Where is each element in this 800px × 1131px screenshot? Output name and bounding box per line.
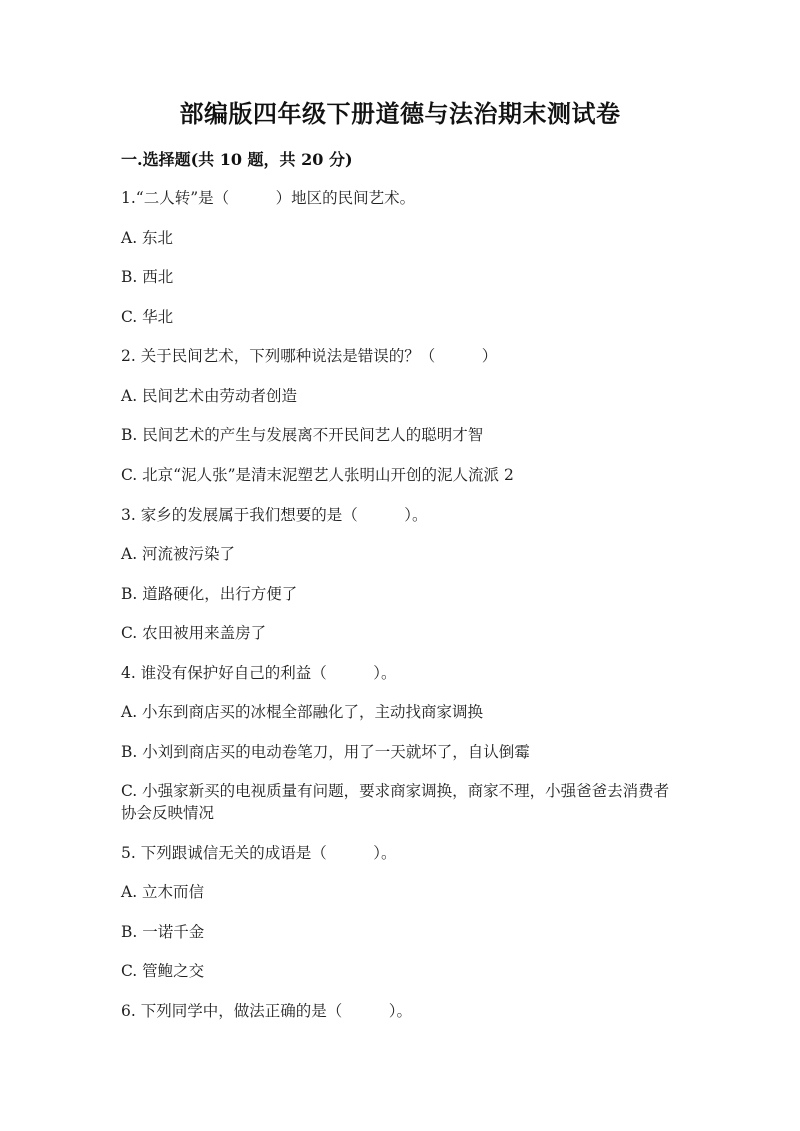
question-1-stem: 1.“二人转”是（ ）地区的民间艺术。 (121, 189, 416, 207)
question-4-option-b: B. 小刘到商店买的电动卷笔刀，用了一天就坏了，自认倒霉 (121, 743, 530, 761)
page-title: 部编版四年级下册道德与法治期末测试卷 (179, 99, 621, 128)
question-1-option-b: B. 西北 (121, 268, 174, 286)
question-3-option-a: A. 河流被污染了 (121, 545, 236, 563)
question-1-option-a: A. 东北 (121, 229, 174, 247)
question-5-stem: 5. 下列跟诚信无关的成语是（ ）。 (121, 844, 397, 862)
question-5-option-a: A. 立木而信 (121, 883, 205, 901)
question-3-option-b: B. 道路硬化，出行方便了 (121, 585, 298, 603)
question-5-option-b: B. 一诺千金 (121, 923, 205, 941)
question-3-option-c: C. 农田被用来盖房了 (121, 624, 267, 642)
question-1-option-c: C. 华北 (121, 308, 174, 326)
question-2-option-a: A. 民间艺术由劳动者创造 (121, 387, 298, 405)
question-3-stem: 3. 家乡的发展属于我们想要的是（ ）。 (121, 506, 428, 524)
section-heading: 一.选择题(共 10 题，共 20 分) (121, 150, 353, 169)
question-2-option-b: B. 民间艺术的产生与发展离不开民间艺人的聪明才智 (121, 426, 484, 444)
question-2-stem: 2. 关于民间艺术，下列哪种说法是错误的？（ ） (121, 347, 498, 365)
question-4-stem: 4. 谁没有保护好自己的利益（ ）。 (121, 664, 397, 682)
question-5-option-c: C. 管鲍之交 (121, 962, 205, 980)
question-6-stem: 6. 下列同学中，做法正确的是（ ）。 (121, 1002, 412, 1020)
question-2-option-c: C. 北京“泥人张”是清末泥塑艺人张明山开创的泥人流派 2 (121, 466, 514, 484)
question-4-option-a: A. 小东到商店买的冰棍全部融化了，主动找商家调换 (121, 703, 484, 721)
question-4-option-c: C. 小强家新买的电视质量有问题，要求商家调换，商家不理，小强爸爸去消费者协会反映情况 (121, 782, 670, 822)
